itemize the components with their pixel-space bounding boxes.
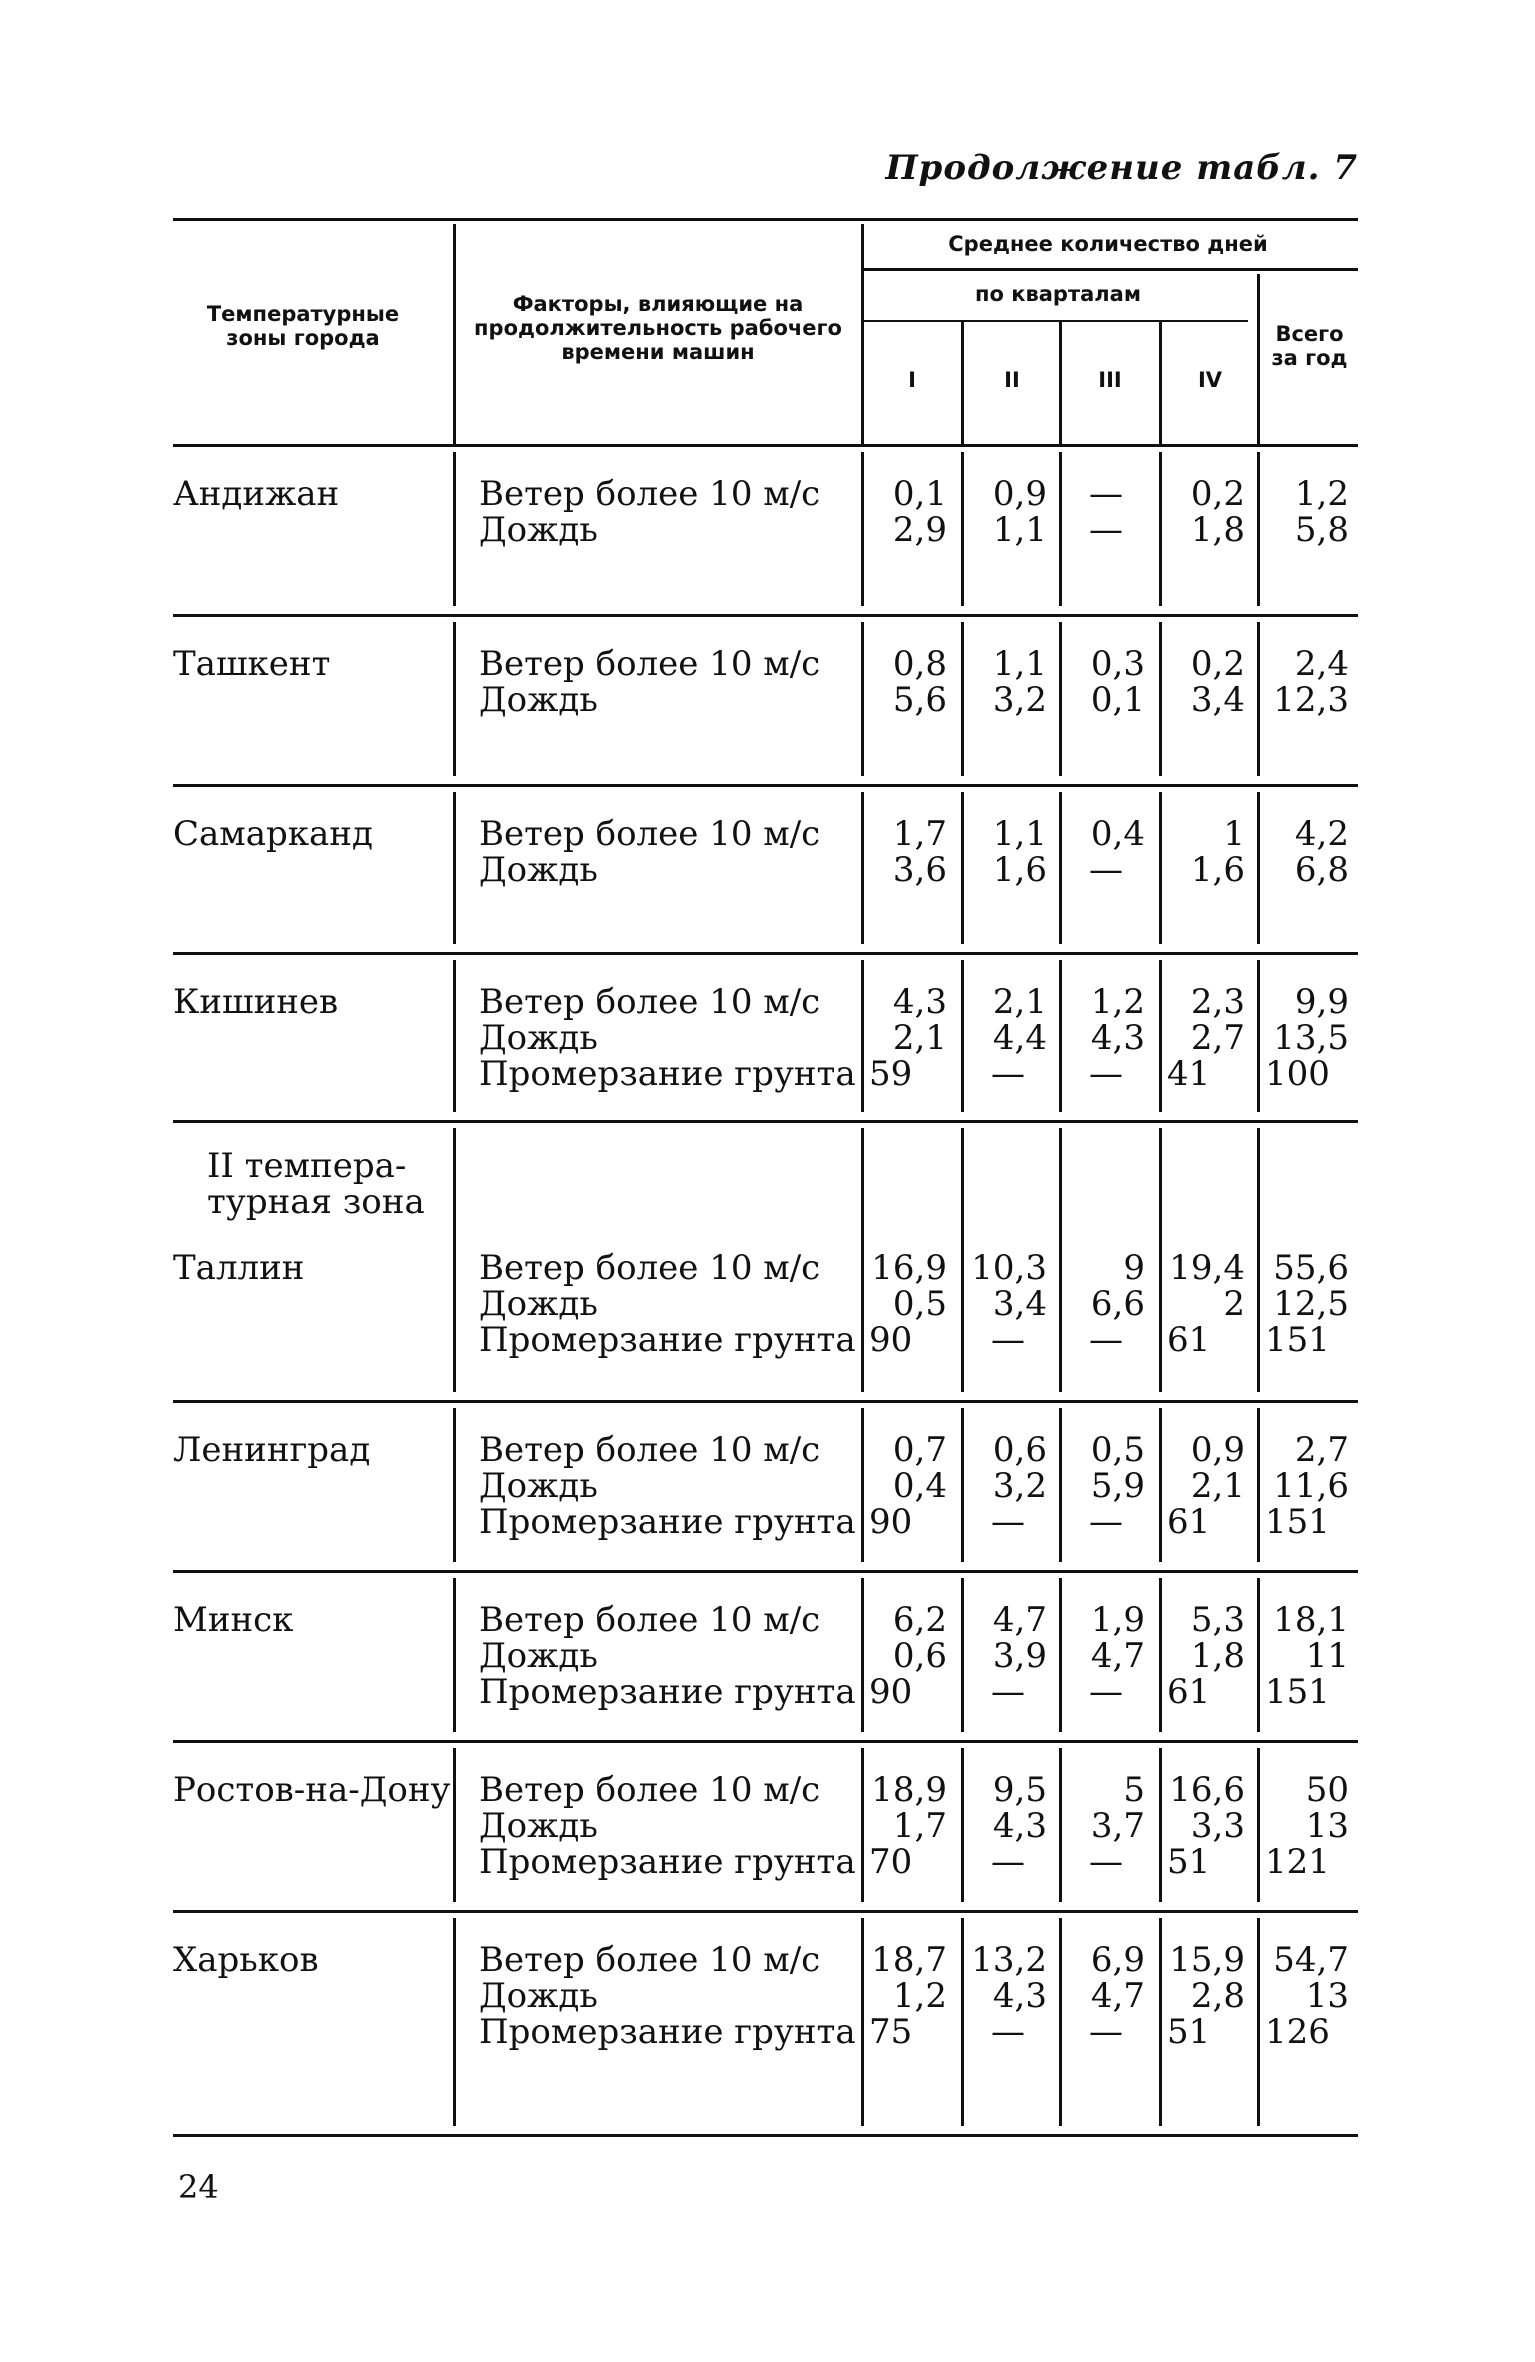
header-by-quarters: по кварталам	[974, 282, 1142, 306]
factor-text: Промерзание грунта	[479, 1054, 856, 1094]
value-q2: 3,4	[992, 1284, 1047, 1324]
value-q2: 2,1	[992, 982, 1047, 1022]
header-total: Всего за год	[1271, 322, 1348, 370]
row-vline	[453, 622, 456, 776]
value-q3: 1,9	[1090, 1600, 1145, 1640]
value-q3: 1,2	[1090, 982, 1145, 1022]
value-q3: —	[1089, 850, 1123, 890]
value-total: 13	[1305, 1976, 1349, 2016]
value-q1: 59	[869, 1054, 913, 1094]
value-q2: —	[991, 2012, 1025, 2052]
value-q4: 2,3	[1190, 982, 1245, 1022]
value-q1: 70	[869, 1842, 913, 1882]
value-q4: 51	[1167, 2012, 1211, 2052]
value-q3: 0,4	[1090, 814, 1145, 854]
value-q2: 4,4	[992, 1018, 1047, 1058]
value-q3: 5,9	[1090, 1466, 1145, 1506]
value-q1: 75	[869, 2012, 913, 2052]
city-name: Самарканд	[173, 814, 373, 854]
value-q1: 1,7	[892, 1806, 947, 1846]
row-rule	[173, 614, 1358, 617]
value-q4: 1,6	[1190, 850, 1245, 890]
value-q1: 0,5	[892, 1284, 947, 1324]
avg-days-rule	[863, 268, 1358, 271]
value-q3: 0,5	[1090, 1430, 1145, 1470]
value-q1: 0,1	[892, 474, 947, 514]
header-vline-factors	[453, 224, 456, 444]
value-q3: 4,7	[1090, 1976, 1145, 2016]
factor-text: Дождь	[479, 1976, 598, 2016]
value-q2: —	[991, 1320, 1025, 1360]
value-q2: —	[991, 1842, 1025, 1882]
value-q2: 3,2	[992, 1466, 1047, 1506]
value-total: 121	[1265, 1842, 1330, 1882]
data-table	[173, 218, 1358, 2134]
value-total: 55,6	[1273, 1248, 1349, 1288]
value-q4: 16,6	[1169, 1770, 1245, 1810]
value-q2: 1,1	[992, 814, 1047, 854]
header-q3: III	[1098, 368, 1122, 392]
header-zone: Температурные зоны города	[206, 302, 400, 350]
value-q1: 18,7	[871, 1940, 947, 1980]
value-q4: 61	[1167, 1672, 1211, 1712]
value-q3: —	[1089, 2012, 1123, 2052]
value-q4: 19,4	[1169, 1248, 1245, 1288]
value-q1: 4,3	[892, 982, 947, 1022]
value-q3: —	[1089, 1672, 1123, 1712]
value-q1: 6,2	[892, 1600, 947, 1640]
value-total: 151	[1265, 1502, 1330, 1542]
row-rule	[173, 1910, 1358, 1913]
value-q3: 5	[1123, 1770, 1145, 1810]
value-q2: 1,1	[992, 644, 1047, 684]
value-q2: 1,1	[992, 510, 1047, 550]
value-q2: 10,3	[971, 1248, 1047, 1288]
header-factors: Факторы, влияющие на продолжительность рабочего времени машин	[474, 292, 842, 364]
value-q2: 4,3	[992, 1806, 1047, 1846]
value-q3: 3,7	[1090, 1806, 1145, 1846]
value-q3: 0,1	[1090, 680, 1145, 720]
city-name: Ташкент	[173, 644, 331, 684]
value-q4: 0,9	[1190, 1430, 1245, 1470]
value-q1: 90	[869, 1672, 913, 1712]
value-total: 54,7	[1273, 1940, 1349, 1980]
value-q3: —	[1089, 1502, 1123, 1542]
header-vline-q2	[961, 322, 964, 444]
value-q2: 3,2	[992, 680, 1047, 720]
factor-text: Ветер более 10 м/с	[479, 1430, 821, 1470]
factor-text: Промерзание грунта	[479, 1502, 856, 1542]
value-q4: 2,1	[1190, 1466, 1245, 1506]
quarters-rule	[863, 320, 1248, 322]
factor-text: Ветер более 10 м/с	[479, 1248, 821, 1288]
value-q1: 2,9	[892, 510, 947, 550]
factor-text: Дождь	[479, 1466, 598, 1506]
row-vline	[453, 1918, 456, 2126]
page-number: 24	[178, 2168, 219, 2206]
value-total: 12,5	[1273, 1284, 1349, 1324]
factor-text: Дождь	[479, 1018, 598, 1058]
value-q4: 1,8	[1190, 1636, 1245, 1676]
value-q1: 18,9	[871, 1770, 947, 1810]
value-q2: 3,9	[992, 1636, 1047, 1676]
factor-text: Ветер более 10 м/с	[479, 1940, 821, 1980]
city-name: Минск	[173, 1600, 294, 1640]
value-q4: 15,9	[1169, 1940, 1245, 1980]
value-q4: 2,8	[1190, 1976, 1245, 2016]
value-q3: 6,6	[1090, 1284, 1145, 1324]
value-q4: 0,2	[1190, 644, 1245, 684]
header-vline-total	[1257, 274, 1260, 444]
value-q2: 4,3	[992, 1976, 1047, 2016]
value-total: 11	[1305, 1636, 1349, 1676]
value-q1: 1,2	[892, 1976, 947, 2016]
row-vline	[453, 792, 456, 944]
value-q3: —	[1089, 1320, 1123, 1360]
value-q4: 41	[1167, 1054, 1211, 1094]
value-q2: —	[991, 1672, 1025, 1712]
factor-text: Ветер более 10 м/с	[479, 474, 821, 514]
factor-text: Дождь	[479, 1284, 598, 1324]
header-vline-q3	[1059, 322, 1062, 444]
header-q2: II	[1004, 368, 1020, 392]
header-vline-q4	[1159, 322, 1162, 444]
value-q1: 0,6	[892, 1636, 947, 1676]
value-total: 151	[1265, 1320, 1330, 1360]
row-vline	[453, 452, 456, 606]
value-q4: 3,4	[1190, 680, 1245, 720]
value-total: 9,9	[1294, 982, 1349, 1022]
row-vline	[453, 1128, 456, 1392]
top-rule	[173, 218, 1358, 221]
factor-text: Ветер более 10 м/с	[479, 644, 821, 684]
value-q3: 4,7	[1090, 1636, 1145, 1676]
value-q4: 0,2	[1190, 474, 1245, 514]
value-total: 13,5	[1273, 1018, 1349, 1058]
row-rule	[173, 952, 1358, 955]
zone-label: турная зона	[207, 1182, 425, 1222]
row-vline	[453, 1408, 456, 1562]
row-vline	[453, 1578, 456, 1732]
city-name: Ростов-на-Дону	[173, 1770, 451, 1810]
value-total: 12,3	[1273, 680, 1349, 720]
factor-text: Ветер более 10 м/с	[479, 1770, 821, 1810]
value-q2: 4,7	[992, 1600, 1047, 1640]
row-rule	[173, 1740, 1358, 1743]
value-q2: —	[991, 1502, 1025, 1542]
value-q2: 13,2	[971, 1940, 1047, 1980]
factor-text: Промерзание грунта	[479, 1842, 856, 1882]
value-q1: 2,1	[892, 1018, 947, 1058]
value-q4: 61	[1167, 1320, 1211, 1360]
row-rule	[173, 1400, 1358, 1403]
factor-text: Дождь	[479, 680, 598, 720]
value-q3: 0,3	[1090, 644, 1145, 684]
factor-text: Промерзание грунта	[479, 2012, 856, 2052]
factor-text: Ветер более 10 м/с	[479, 814, 821, 854]
value-q4: 3,3	[1190, 1806, 1245, 1846]
row-rule	[173, 2134, 1358, 2137]
table-caption: Продолжение табл. 7	[885, 148, 1358, 188]
value-q3: 4,3	[1090, 1018, 1145, 1058]
value-q1: 5,6	[892, 680, 947, 720]
city-name: Таллин	[173, 1248, 305, 1288]
value-q1: 0,8	[892, 644, 947, 684]
city-name: Андижан	[173, 474, 340, 514]
city-name: Харьков	[173, 1940, 319, 1980]
header-avg-days: Среднее количество дней	[948, 232, 1268, 256]
header-bottom-rule	[173, 444, 1358, 447]
value-q3: —	[1089, 510, 1123, 550]
value-q1: 0,7	[892, 1430, 947, 1470]
value-total: 2,4	[1294, 644, 1349, 684]
value-q3: —	[1089, 1054, 1123, 1094]
factor-text: Дождь	[479, 850, 598, 890]
value-q1: 3,6	[892, 850, 947, 890]
value-total: 151	[1265, 1672, 1330, 1712]
value-total: 5,8	[1294, 510, 1349, 550]
row-rule	[173, 1120, 1358, 1123]
value-total: 1,2	[1294, 474, 1349, 514]
value-q2: 1,6	[992, 850, 1047, 890]
value-total: 50	[1305, 1770, 1349, 1810]
row-rule	[173, 1570, 1358, 1573]
value-q4: 1,8	[1190, 510, 1245, 550]
value-q3: —	[1089, 474, 1123, 514]
value-q3: —	[1089, 1842, 1123, 1882]
value-total: 100	[1265, 1054, 1330, 1094]
factor-text: Дождь	[479, 510, 598, 550]
zone-label: II темпера-	[207, 1146, 407, 1186]
city-name: Кишинев	[173, 982, 339, 1022]
value-total: 126	[1265, 2012, 1330, 2052]
value-q4: 61	[1167, 1502, 1211, 1542]
factor-text: Дождь	[479, 1636, 598, 1676]
value-total: 4,2	[1294, 814, 1349, 854]
factor-text: Дождь	[479, 1806, 598, 1846]
value-total: 6,8	[1294, 850, 1349, 890]
value-q4: 2	[1223, 1284, 1245, 1324]
value-total: 13	[1305, 1806, 1349, 1846]
value-q2: —	[991, 1054, 1025, 1094]
value-total: 2,7	[1294, 1430, 1349, 1470]
value-q2: 0,6	[992, 1430, 1047, 1470]
value-q3: 9	[1123, 1248, 1145, 1288]
value-q1: 0,4	[892, 1466, 947, 1506]
city-name: Ленинград	[173, 1430, 371, 1470]
row-rule	[173, 784, 1358, 787]
value-q2: 9,5	[992, 1770, 1047, 1810]
factor-text: Промерзание грунта	[479, 1320, 856, 1360]
value-q4: 2,7	[1190, 1018, 1245, 1058]
value-total: 11,6	[1273, 1466, 1349, 1506]
factor-text: Ветер более 10 м/с	[479, 982, 821, 1022]
row-vline	[453, 1748, 456, 1902]
header-vline-q1	[861, 224, 864, 444]
factor-text: Промерзание грунта	[479, 1672, 856, 1712]
value-q4: 1	[1223, 814, 1245, 854]
value-q1: 90	[869, 1320, 913, 1360]
value-q1: 90	[869, 1502, 913, 1542]
value-q2: 0,9	[992, 474, 1047, 514]
value-q1: 1,7	[892, 814, 947, 854]
value-q3: 6,9	[1090, 1940, 1145, 1980]
factor-text: Ветер более 10 м/с	[479, 1600, 821, 1640]
value-q4: 5,3	[1190, 1600, 1245, 1640]
value-q4: 51	[1167, 1842, 1211, 1882]
value-q1: 16,9	[871, 1248, 947, 1288]
header-q4: IV	[1197, 368, 1223, 392]
header-q1: I	[908, 368, 916, 392]
row-vline	[453, 960, 456, 1112]
value-total: 18,1	[1273, 1600, 1349, 1640]
